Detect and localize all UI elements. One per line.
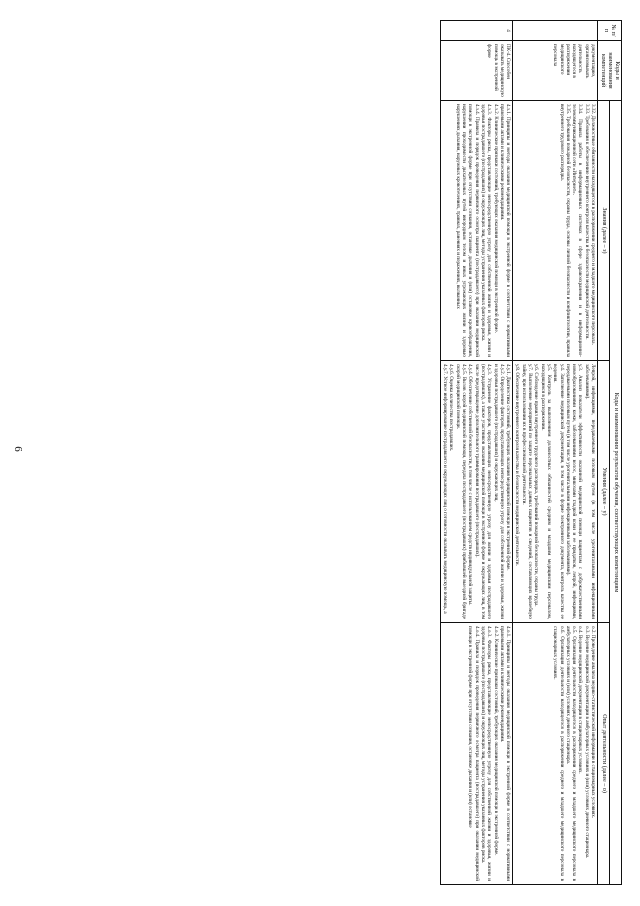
skills-cell: [440, 361, 512, 623]
competence-cell: ПК-4. Способен оказывать медицинскую помощь в экстренной форме: [440, 41, 512, 101]
cell-paragraph: о.3. Ведение медицинской документации в амбулаторных условиях и (или) условиях дневного стационара.: [583, 626, 590, 859]
header-competence: Коды и наименования компетенций: [598, 41, 622, 101]
table-row: [440, 21, 512, 885]
cell-paragraph: 4.у.5. Вызов скорой медицинской помощи, передача пострадавшего (пострадавших) прибывшей выездной бригаде скорой медицинской помощи.: [454, 364, 468, 619]
cell-paragraph: 4.у.2. Определение факторов, представляющих непосредственную угрозу для собственной жизни и здоровья, жизни и здоровья пострадавшего (пострадавших) и окружающих лиц.: [492, 364, 505, 619]
header-num: № п/п: [598, 21, 622, 41]
cell-paragraph: у.8. Обеспечение внутреннего контроля качества и безопасности медицинской деятельности.: [514, 364, 521, 566]
cell-paragraph: 4.з.2. Клинические признаки состояний, требующих оказания медицинской помощи в экстренной форме.: [492, 104, 499, 333]
header-row-2: [598, 21, 610, 885]
cell-paragraph: у.4. Заполнение медицинской документации, в том числе в форме электронного документа, контроль качества ее ведения.: [552, 364, 565, 619]
knowledge-cell: [440, 101, 512, 361]
cell-paragraph: 4.з.3. Факторы риска, представляющие непосредственную угрозу для собственной жизни и здоровья, жизни и здоровья пострадавшего (пострадавших) и окружающих лиц, методы устранения указанных факторов риска.: [479, 104, 493, 357]
cell-paragraph: 4.у.4. Обеспечение собственной безопасности, в том числе с использованием средств индивидуальной защиты.: [467, 364, 474, 606]
cell-paragraph: 4.з.4. Правила и порядок проведения первичного осмотра пациента (пострадавшего) при оказании медицинской помощи в экстренной форме при отсутствии сознания, остановке дыхания и (или) остановке кровообращения, нарушении проходимости дыхательных путей инородным телом и иных угрожающих жизни и здоровью нарушениях дыхания, наружных кровотечениях, травмах, ранениях и поражениях, вызванных: [454, 104, 480, 357]
page-number: 6: [11, 446, 24, 452]
cell-paragraph: 3.33. Требования к обеспечению внутреннего контроля качества и безопасности медицинской деятельности.: [583, 104, 590, 340]
cell-paragraph: у.3. Анализ показатели эффективности оказанной медицинской помощи пациентам с доброкачественными новообразованиями кожи, заболеваниями волос, микозами гладкой кожи и ее придатков, лепрой, инфекциями, передаваемыми половым путем (в том числе урогенитальными инфекционными заболеваниями).: [564, 364, 584, 619]
cell-paragraph: о.2. Проведение анализа медико-статистической информации в стационарных условиях.: [590, 626, 596, 819]
cell-paragraph: о.5. Организация деятельности находящегося в распоряжении среднего и младшего медицинского персонала в амбулаторных условиях и (или) условиях дневного стационара.: [564, 626, 578, 882]
cell-paragraph: 3.34. Правила работы в информационных системах в сфере здравоохранения и в информационно-телекоммуникационной сети «Интернет».: [571, 104, 584, 357]
experience-cell: [513, 623, 598, 885]
cell-paragraph: 4.у.6. Оценка количества пострадавших.: [448, 364, 455, 452]
header-knowledge: Знания (далее – з): [598, 101, 610, 361]
row-number: 4: [440, 21, 512, 41]
table-row: [513, 21, 598, 885]
cell-paragraph: о.6. Организация деятельности находящегося в распоряжении среднего и младшего медицинского персонала в стационарных условиях.: [552, 626, 565, 882]
cell-paragraph: у.5. Контроль за выполнением должностных обязанностей средним и младшим медицинским персоналом, находящимся в распоряжении.: [539, 364, 552, 619]
table-body: [440, 21, 597, 885]
cell-paragraph: 4.у.3. Устранение факторов, представляющих непосредственную угрозу для жизни и здоровья пострадавшего (пострадавших), а также участников оказания медицинской помощи в экстренной форме и окружающих лиц, в том числе предотвращение дополнительного травмирования пострадавшего (пострадавших).: [473, 364, 493, 619]
row-number: [513, 21, 598, 41]
knowledge-cell: [513, 101, 598, 361]
competence-table: [440, 20, 622, 885]
cell-paragraph: 4.о.2. Клинические признаки состояний, требующих оказания медицинской помощи в экстренной форме.: [492, 626, 499, 856]
skills-cell: [513, 361, 598, 623]
rotated-sheet: [27, 20, 622, 884]
cell-paragraph: 4.о.3. Факторы риска, представляющие непосредственную угрозу для собственной жизни и здоровья, жизни и здоровья пострадавшего (пострадавших) и окружающих лиц, методы устранения указанных факторов риска.: [479, 626, 493, 882]
header-skills: Умения (далее – у): [598, 361, 610, 623]
header-group-title: Коды и наименования результатов обучения, соответствующих компетенциям: [610, 101, 622, 885]
cell-paragraph: 4.о.4. Правила и порядок проведения первичного осмотра пациента (пострадавшего) при оказании медицинской помощи в экстренной форме при отсутствии сознания, остановке дыхания и (или) остановке: [467, 626, 480, 882]
cell-paragraph: 3.35. Требования пожарной безопасности, охраны труда, основы личной безопасности и конфликтологии, правила внутреннего трудового распорядка.: [558, 104, 571, 357]
cell-paragraph: 4.з.1. Принципы и методы оказания медицинской помощи в экстренной форме в соответствии с нормативными правовыми актами и клиническими рекомендациями.: [498, 104, 512, 357]
header-experience: Опыт деятельности (далее – о): [598, 623, 610, 885]
competence-cell: документацию, организовывать деятельность находящегося в распоряжении медицинского персонала: [513, 41, 598, 101]
cell-paragraph: Лепрой, инфекциями, передаваемыми половым путем (в том числе урогенитальными инфекционными заболеваниями).: [583, 364, 596, 619]
cell-paragraph: 4.у.1. Диагностика состояний, требующих оказания медицинской помощи в экстренной форме.: [505, 364, 512, 571]
cell-paragraph: у.7. Выполнение мероприятий по защите персональных данных пациентов и сведений, составляющих врачебную тайну, при использовании их в профессиональной деятельности.: [520, 364, 534, 619]
header-row-1: [610, 21, 622, 885]
cell-paragraph: 3.32. Должностные обязанности находящегося в распоряжении среднего и младшего медицинского персонала.: [590, 104, 596, 345]
cell-paragraph: у.6. Соблюдение правил внутреннего трудового распорядка, требований пожарной безопасности, охраны труда.: [533, 364, 540, 607]
experience-cell: [440, 623, 512, 885]
cell-paragraph: о.4. Ведение медицинской документации в стационарных условиях.: [577, 626, 584, 774]
cell-paragraph: 4.у.7. Устное информирование пострадавшего и окружающих лиц о готовности оказывать медицинскую помощь, а: [442, 364, 449, 614]
cell-paragraph: 4.о.1. Принципы и методы оказания медицинской помощи в экстренной форме в соответствии с нормативными правовыми актами и клиническими рекомендациями.: [498, 626, 512, 882]
